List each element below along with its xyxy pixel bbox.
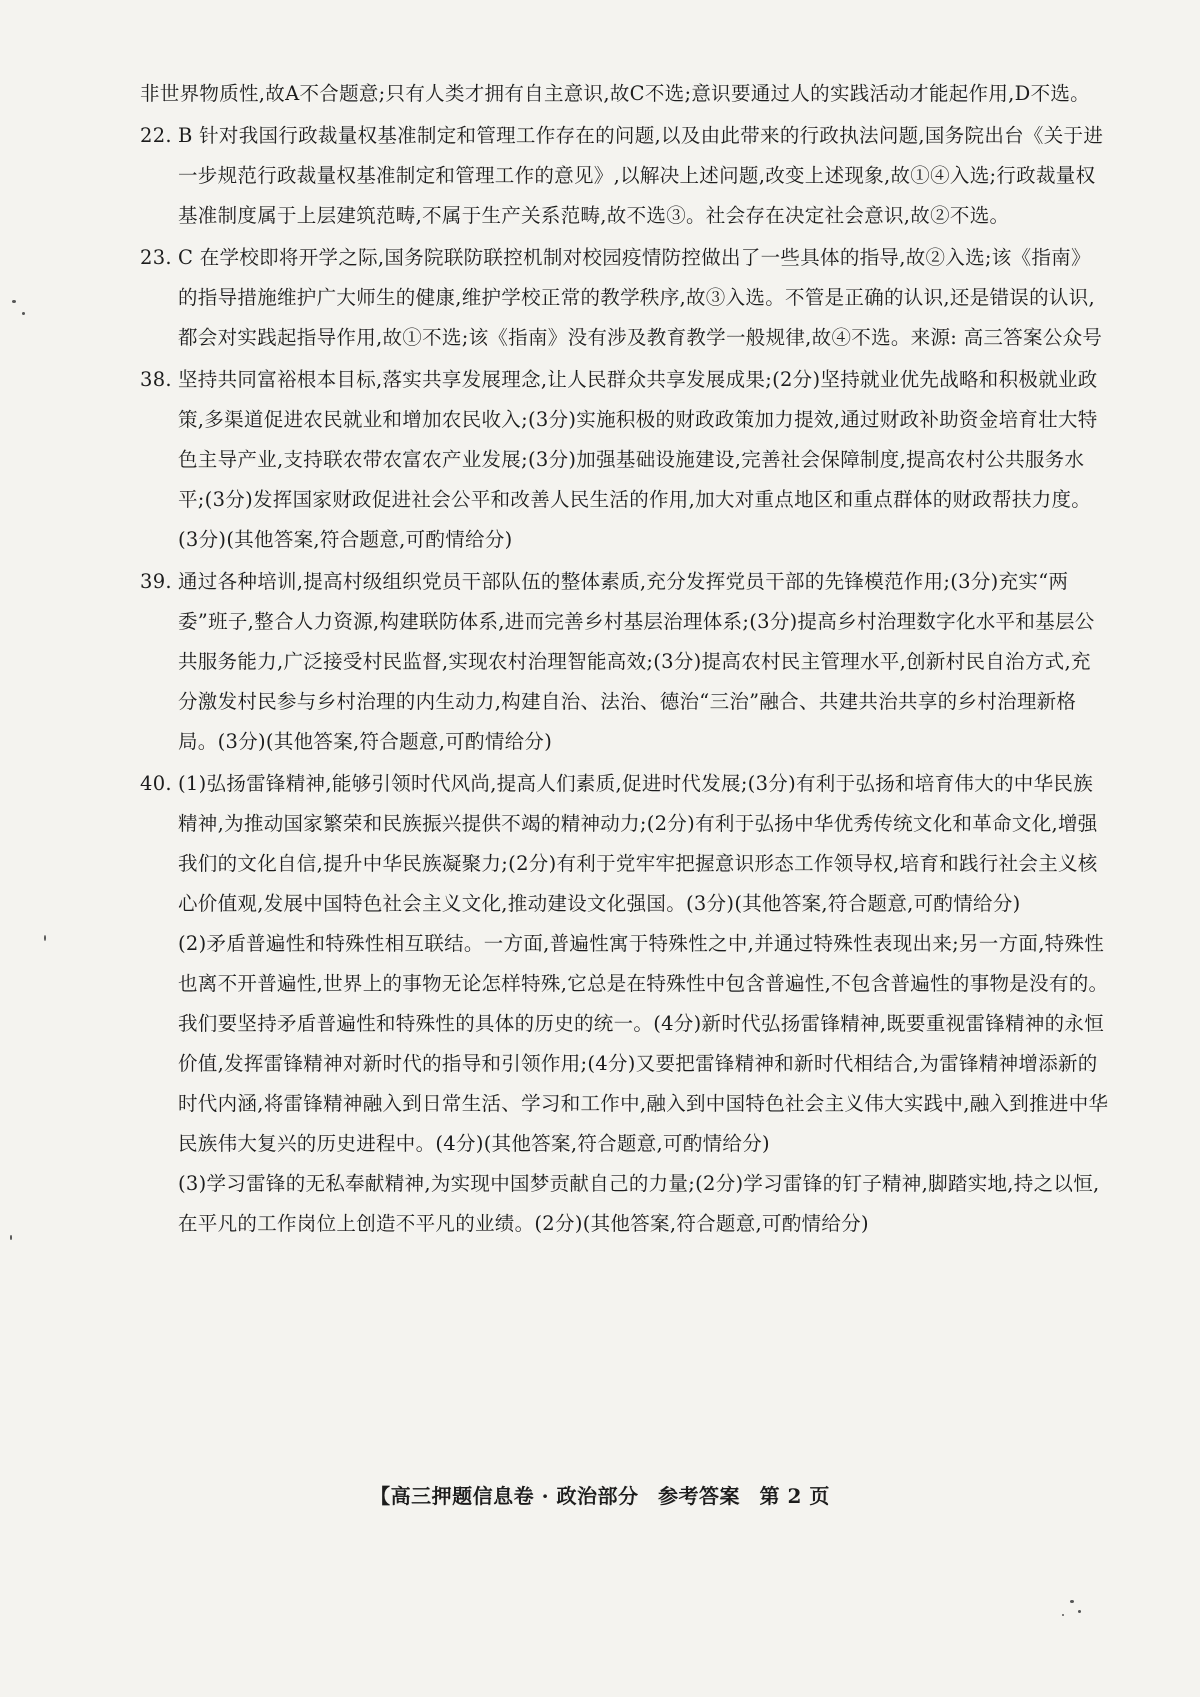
answer-item-40-part1 [140, 764, 1110, 924]
item-number: 22. [140, 124, 172, 147]
scan-speck [1070, 1600, 1074, 1603]
item-text: 坚持共同富裕根本目标,落实共享发展理念,让人民群众共享发展成果;(2分)坚持就业优先战略和积极就业政策,多渠道促进农民就业和增加农民收入;(3分)实施积极的财政政策加力提效,通过财政补助资金培育壮大特色主导产业,支持联农带农富农产业发展;(3分)加强基础设施建设,完善社会保障制度,提高农村公共服务水平;(3分)发挥国家财政促进社会公平和改善人民生活的作用,加大对重点地区和重点群体的财政帮扶力度。(3分)(其他答案,符合题意,可酌情给分) [178, 368, 1098, 551]
item-number: 23. [140, 246, 172, 269]
answer-item-23 [140, 238, 1110, 358]
scan-speck [12, 300, 16, 303]
scan-speck [1062, 1614, 1064, 1616]
intro-line: 非世界物质性,故A不合题意;只有人类才拥有自主意识,故C不选;意识要通过人的实践活动才能起作用,D不选。 [140, 82, 1090, 105]
item-text: (1)弘扬雷锋精神,能够引领时代风尚,提高人们素质,促进时代发展;(3分)有利于弘扬和培育伟大的中华民族精神,为推动国家繁荣和民族振兴提供不竭的精神动力;(2分)有利于弘扬中华优秀传统文化和革命文化,增强我们的文化自信,提升中华民族凝聚力;(2分)有利于党牢牢把握意识形态工作领导权,培育和践行社会主义核心价值观,发展中国特色社会主义文化,推动建设文化强国。(3分)(其他答案,符合题意,可酌情给分) [178, 772, 1098, 915]
answer-item-22 [140, 116, 1110, 236]
item-text: 通过各种培训,提高村级组织党员干部队伍的整体素质,充分发挥党员干部的先锋模范作用;(3分)充实“两委”班子,整合人力资源,构建联防体系,进而完善乡村基层治理体系;(3分)提高乡村治理数字化水平和基层公共服务能力,广泛接受村民监督,实现农村治理智能高效;(3分)提高农村民主管理水平,创新村民自治方式,充分激发村民参与乡村治理的内生动力,构建自治、法治、德治“三治”融合、共建共治共享的乡村治理新格局。(3分)(其他答案,符合题意,可酌情给分) [178, 570, 1095, 753]
item-text: B 针对我国行政裁量权基准制定和管理工作存在的问题,以及由此带来的行政执法问题,国务院出台《关于进一步规范行政裁量权基准制定和管理工作的意见》,以解决上述问题,改变上述现象,故①④入选;行政裁量权基准制度属于上层建筑范畴,不属于生产关系范畴,故不选③。社会存在决定社会意识,故②不选。 [178, 124, 1104, 227]
item-number: 39. [140, 570, 172, 593]
scan-speck [44, 935, 46, 941]
answer-item-40-part2: (2)矛盾普遍性和特殊性相互联结。一方面,普遍性寓于特殊性之中,并通过特殊性表现出来;另一方面,特殊性也离不开普遍性,世界上的事物无论怎样特殊,它总是在特殊性中包含普遍性,不包含普遍性的事物是没有的。我们要坚持矛盾普遍性和特殊性的具体的历史的统一。(4分)新时代弘扬雷锋精神,既要重视雷锋精神的永恒价值,发挥雷锋精神对新时代的指导和引领作用;(4分)又要把雷锋精神和新时代相结合,为雷锋精神增添新的时代内涵,将雷锋精神融入到日常生活、学习和工作中,融入到中国特色社会主义伟大实践中,融入到推进中华民族伟大复兴的历史进程中。(4分)(其他答案,符合题意,可酌情给分) [178, 932, 1109, 1155]
scan-speck [22, 312, 25, 315]
answer-content [140, 74, 1110, 1244]
footer-answer-label: 参考答案 [658, 1484, 741, 1508]
scan-speck [10, 1235, 12, 1240]
footer-page-number: 第 2 页 [759, 1484, 830, 1508]
answer-item-40-part3: (3)学习雷锋的无私奉献精神,为实现中国梦贡献自己的力量;(2分)学习雷锋的钉子精神,脚踏实地,持之以恒,在平凡的工作岗位上创造不平凡的业绩。(2分)(其他答案,符合题意,可酌情给分) [178, 1172, 1100, 1235]
answer-item-39 [140, 562, 1110, 762]
answer-item-38 [140, 360, 1110, 560]
page-footer [0, 1480, 1200, 1509]
item-number: 40. [140, 772, 172, 795]
footer-title: 【高三押题信息卷 · 政治部分 [370, 1484, 639, 1508]
item-number: 38. [140, 368, 172, 391]
scan-speck [1078, 1610, 1081, 1613]
item-text: C 在学校即将开学之际,国务院联防联控机制对校园疫情防控做出了一些具体的指导,故②入选;该《指南》的指导措施维护广大师生的健康,维护学校正常的教学秩序,故③入选。不管是正确的认识,还是错误的认识,都会对实践起指导作用,故①不选;该《指南》没有涉及教育教学一般规律,故④不选。来源: 高三答案公众号 [178, 246, 1103, 349]
